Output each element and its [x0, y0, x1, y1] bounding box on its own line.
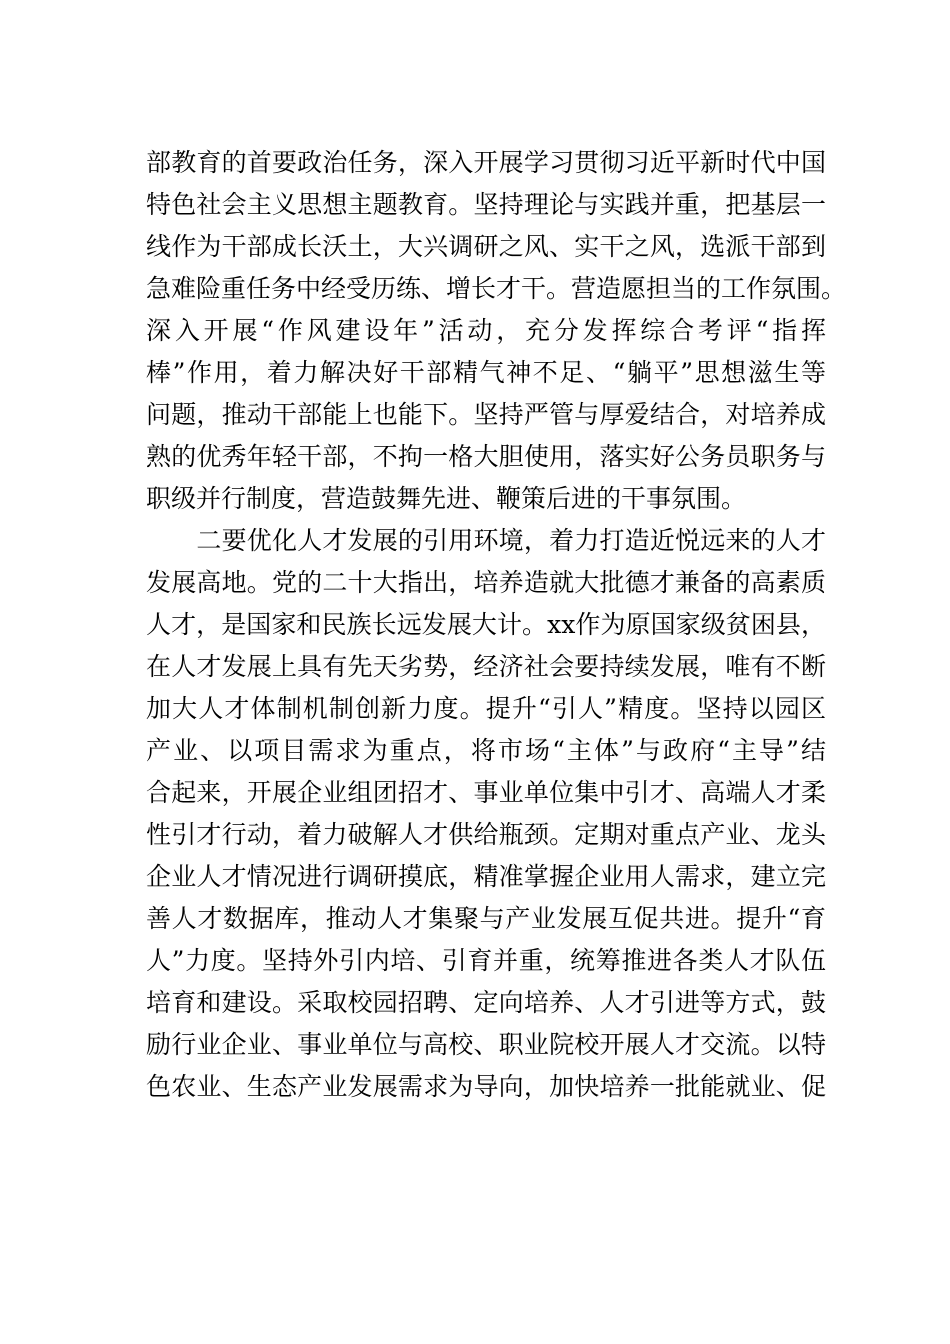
text-line: 在人才发展上具有先天劣势，经济社会要持续发展，唯有不断	[146, 652, 826, 681]
text-line: 特色社会主义思想主题教育。坚持理论与实践并重，把基层一	[146, 190, 826, 219]
text-line: 加大人才体制机制创新力度。提升“引人”精度。坚持以园区	[146, 694, 826, 723]
text-line: 棒”作用，着力解决好干部精气神不足、“躺平”思想滋生等	[146, 358, 826, 387]
text-line: 线作为干部成长沃土，大兴调研之风、实干之风，选派干部到	[146, 232, 826, 261]
paragraph-start-line: 二要优化人才发展的引用环境，着力打造近悦远来的人才	[146, 526, 826, 555]
text-line: 深入开展“作风建设年”活动，充分发挥综合考评“指挥	[146, 316, 826, 345]
text-line: 部教育的首要政治任务，深入开展学习贯彻习近平新时代中国	[146, 148, 826, 177]
text-line: 合起来，开展企业组团招才、事业单位集中引才、高端人才柔	[146, 778, 826, 807]
text-line: 急难险重任务中经受历练、增长才干。营造愿担当的工作氛围。	[146, 274, 847, 303]
text-line: 产业、以项目需求为重点，将市场“主体”与政府“主导”结	[146, 736, 826, 765]
text-line: 人才，是国家和民族长远发展大计。xx作为原国家级贫困县，	[146, 610, 826, 639]
text-line: 问题，推动干部能上也能下。坚持严管与厚爱结合，对培养成	[146, 400, 826, 429]
text-line: 发展高地。党的二十大指出，培养造就大批德才兼备的高素质	[146, 568, 826, 597]
text-line: 熟的优秀年轻干部，不拘一格大胆使用，落实好公务员职务与	[146, 442, 826, 471]
text-line: 企业人才情况进行调研摸底，精准掌握企业用人需求，建立完	[146, 862, 826, 891]
text-line: 人”力度。坚持外引内培、引育并重，统筹推进各类人才队伍	[146, 946, 826, 975]
text-line: 善人才数据库，推动人才集聚与产业发展互促共进。提升“育	[146, 904, 826, 933]
text-line: 培育和建设。采取校园招聘、定向培养、人才引进等方式，鼓	[146, 988, 826, 1017]
text-line: 励行业企业、事业单位与高校、职业院校开展人才交流。以特	[146, 1030, 826, 1059]
paragraph-end-line: 职级并行制度，营造鼓舞先进、鞭策后进的干事氛围。	[146, 484, 747, 513]
text-line: 性引才行动，着力破解人才供给瓶颈。定期对重点产业、龙头	[146, 820, 826, 849]
body-text	[146, 142, 847, 1108]
text-line: 色农业、生态产业发展需求为导向，加快培养一批能就业、促	[146, 1072, 826, 1101]
